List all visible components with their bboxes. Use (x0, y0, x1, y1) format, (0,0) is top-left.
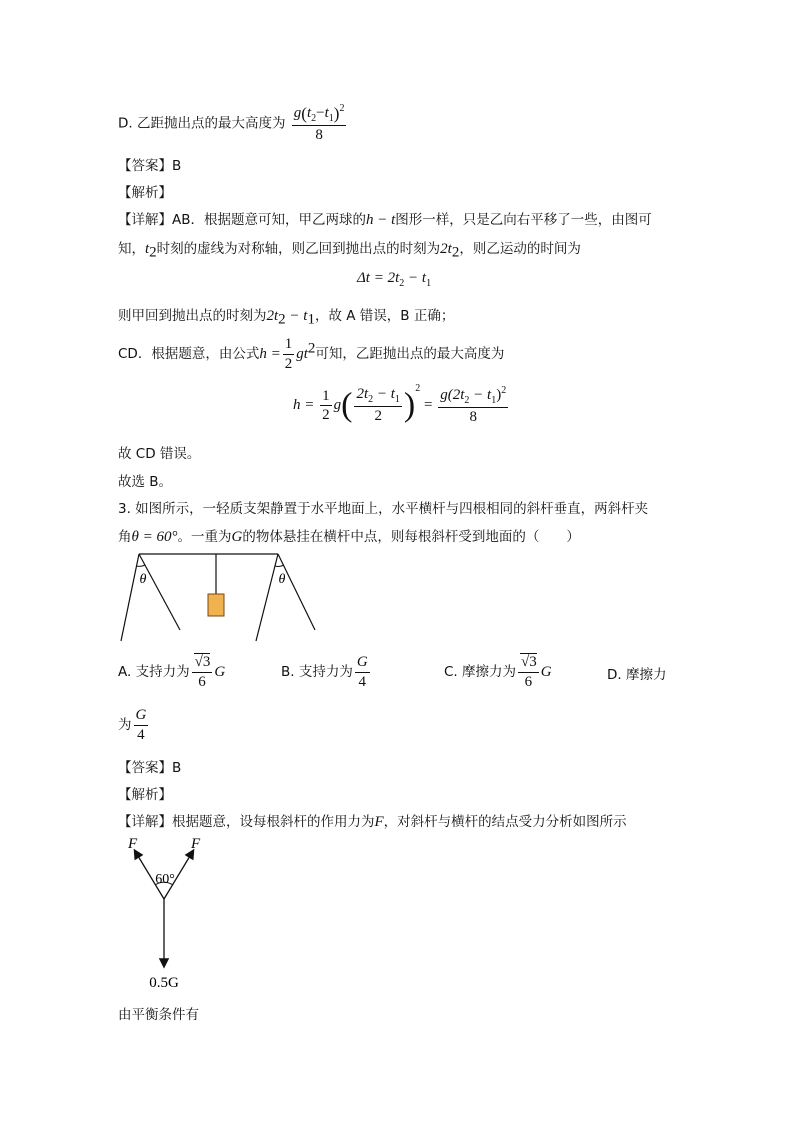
balance-condition: 由平衡条件有 (118, 1007, 199, 1023)
option-c: C. 摩擦力为 $\frac{√3}{6}$ G (444, 654, 552, 690)
right-theta-label: θ (278, 572, 286, 587)
analysis-1: 【解析】 (118, 185, 172, 201)
right-inner-leg (256, 554, 278, 641)
hanging-block (208, 594, 224, 616)
question-3-line-2: 角θ = 60°。一重为G的物体悬挂在横杆中点，则每根斜杆受到地面的（ ） (118, 529, 580, 545)
detail-1-line-2: 知，$t_2$时刻的虚线为对称轴，则乙回到抛出点的时刻为$2t_2$，则乙运动的时间为 (118, 241, 581, 261)
option-d-q3: D. 摩擦力 (607, 667, 667, 683)
force-right-label: F (191, 836, 201, 852)
detail-1-line-1: 【详解】AB．根据题意可知，甲乙两球的h − t图形一样，只是乙向右平移了一些，由图可 (118, 212, 652, 228)
left-theta-label: θ (139, 572, 147, 587)
equation-max-height: h = $\frac{1}{2}$ g( $\frac{2t_2 - t_1}{2}$ )$^2$ = $\frac{g(2t_2 - t_1)^2}{8}$ (293, 383, 507, 426)
equation-delta-t: $\Delta t = 2t_2 - t_1$ (357, 270, 432, 289)
cd-wrong: 故 CD 错误。 (118, 446, 201, 462)
option-d-fraction: $\frac{g(t_2-t_1)^2}{8}$ (293, 103, 345, 143)
left-angle-arc (137, 565, 146, 566)
option-a: A. 支持力为 $\frac{√3}{6}$ G (118, 654, 226, 690)
angle-label: 60° (155, 872, 175, 887)
force-diagram (118, 834, 228, 994)
weight-label: 0.5G (149, 975, 179, 991)
question-3-line-1: 3. 如图所示，一轻质支架静置于水平地面上，水平横杆与四根相同的斜杆垂直，两斜杆夹 (118, 501, 649, 517)
answer-2: 【答案】B (118, 760, 182, 776)
support-frame-diagram (118, 548, 323, 644)
option-d (118, 103, 348, 144)
right-angle-arc (275, 565, 284, 566)
line-return-time: 则甲回到抛出点的时刻为$2t_2 - t_1$，故 A 错误，B 正确； (118, 308, 455, 328)
force-left-label: F (128, 836, 138, 852)
line-cd-formula: CD．根据题意，由公式h = $\frac{1}{2}$ $gt^2$可知，乙距抛出点的最大高度为 (118, 336, 505, 372)
choose-b: 故选 B。 (118, 474, 173, 490)
answer-1: 【答案】B (118, 158, 182, 174)
analysis-2: 【解析】 (118, 787, 172, 803)
left-outer-leg (121, 554, 139, 641)
option-d-q3-cont: 为 $\frac{G}{4}$ (118, 707, 147, 743)
detail-2: 【详解】根据题意，设每根斜杆的作用力为F，对斜杆与横杆的结点受力分析如图所示 (118, 814, 627, 830)
option-d-text: D. 乙距抛出点的最大高度为 (118, 115, 286, 132)
option-b: B. 支持力为 $\frac{G}{4}$ (281, 654, 368, 690)
